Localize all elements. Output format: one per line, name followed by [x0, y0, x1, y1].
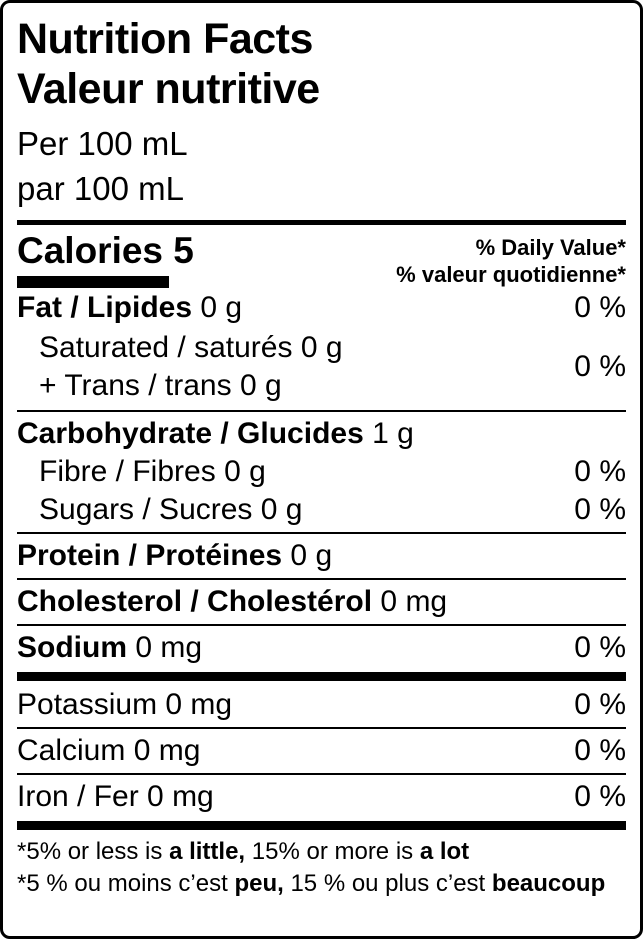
footnote-fr-mid: 15 % ou plus c’est — [283, 869, 492, 897]
nutrient-amount: 0 mg — [380, 585, 448, 619]
nutrient-amount: 0 mg — [147, 780, 214, 814]
title-en: Nutrition Facts — [17, 15, 313, 63]
nutrient-dv: 0 % — [574, 688, 626, 722]
nutrient-amount: 0 g — [239, 369, 282, 403]
separator-thin — [17, 410, 626, 412]
nutrient-amount: 1 g — [372, 417, 414, 451]
nutrient-row-potassium — [17, 687, 626, 723]
footnote-fr-pre: *5 % ou moins c’est — [17, 869, 235, 897]
calories-block — [17, 231, 194, 288]
nutrient-name — [17, 733, 210, 769]
nutrient-label: Sodium — [17, 631, 127, 665]
nutrient-row-sugars — [17, 492, 626, 528]
footnote-fr-bold-beaucoup: beaucoup — [491, 869, 606, 897]
separator-thin — [17, 532, 626, 534]
calories-label: Calories — [17, 229, 164, 271]
nutrient-row-carbohydrate — [17, 416, 626, 452]
serving-size-en: Per 100 mL — [17, 124, 188, 162]
separator-thin — [17, 727, 626, 729]
nutrient-amount: 0 mg — [133, 734, 201, 768]
nutrient-row-saturated-trans — [17, 328, 626, 406]
footnote-fr — [17, 868, 626, 899]
nutrient-name — [17, 538, 342, 574]
footnote-en-bold-a-little: a little, — [169, 838, 246, 866]
nutrient-name — [17, 454, 276, 490]
nutrient-label: Carbohydrate / Glucides — [17, 417, 364, 451]
nutrient-label: + Trans / trans — [39, 369, 232, 403]
nutrient-name — [17, 584, 457, 620]
nutrient-label: Sugars / Sucres — [39, 493, 253, 527]
nutrient-label: Protein / Protéines — [17, 539, 283, 573]
footnote-en — [17, 836, 626, 867]
daily-value-header-fr: % valeur quotidienne* — [396, 262, 626, 288]
separator-thick — [17, 672, 626, 681]
nutrient-dv: 0 % — [574, 780, 626, 814]
nutrient-row-sodium — [17, 630, 626, 666]
nutrient-dv: 0 % — [574, 291, 626, 325]
serving-size-fr: par 100 mL — [17, 170, 184, 208]
separator-thin — [17, 773, 626, 775]
calories-header-row — [17, 231, 626, 289]
saturated-line — [39, 330, 343, 366]
nutrient-dv: 0 % — [574, 350, 626, 384]
nutrient-dv: 0 % — [574, 631, 626, 665]
nutrient-label: Saturated / saturés — [39, 331, 293, 365]
footnote-en-bold-a-lot: a lot — [419, 838, 470, 866]
nutrient-amount: 0 g — [300, 331, 343, 365]
nutrient-label: Potassium — [17, 688, 158, 722]
nutrient-label: Fat / Lipides — [17, 291, 193, 325]
daily-value-header — [396, 231, 626, 289]
footnote-en-pre: *5% or less is — [17, 838, 170, 866]
separator-medium — [17, 220, 626, 225]
nutrient-name — [17, 328, 353, 406]
footnote-fr-bold-peu: peu, — [234, 869, 284, 897]
calories-value: 5 — [173, 229, 194, 271]
nutrient-name — [17, 630, 212, 666]
nutrient-name — [17, 779, 224, 815]
nutrient-dv: 0 % — [574, 734, 626, 768]
nutrient-row-protein — [17, 538, 626, 574]
nutrient-amount: 0 g — [224, 455, 266, 489]
trans-line — [39, 368, 343, 404]
nutrient-name — [17, 416, 424, 452]
nutrient-name — [17, 290, 252, 326]
nutrient-amount: 0 mg — [165, 688, 233, 722]
nutrient-amount: 0 g — [200, 291, 243, 325]
calories-line — [17, 231, 194, 272]
nutrient-row-calcium — [17, 733, 626, 769]
separator-thick — [17, 821, 626, 830]
nutrient-row-fibre — [17, 454, 626, 490]
nutrient-amount: 0 g — [260, 493, 303, 527]
separator-thin — [17, 624, 626, 626]
nutrient-amount: 0 g — [290, 539, 333, 573]
nutrient-label: Cholesterol / Cholestérol — [17, 585, 373, 619]
title-fr: Valeur nutritive — [17, 64, 320, 113]
nutrient-label: Fibre / Fibres — [39, 455, 216, 489]
nutrient-amount: 0 mg — [135, 631, 203, 665]
nutrient-dv: 0 % — [574, 493, 626, 527]
separator-thin — [17, 578, 626, 580]
nutrient-label: Calcium — [17, 734, 126, 768]
nutrient-row-cholesterol — [17, 584, 626, 620]
footnote-en-mid: 15% or more is — [245, 838, 420, 866]
nutrient-label: Iron / Fer — [17, 780, 139, 814]
calories-underline-bar — [17, 276, 169, 288]
nutrient-dv: 0 % — [574, 455, 626, 489]
nutrient-row-fat — [17, 290, 626, 326]
nutrient-row-iron — [17, 779, 626, 815]
daily-value-header-en: % Daily Value* — [475, 234, 626, 260]
nutrient-name — [17, 687, 242, 723]
nutrient-name — [17, 492, 313, 528]
